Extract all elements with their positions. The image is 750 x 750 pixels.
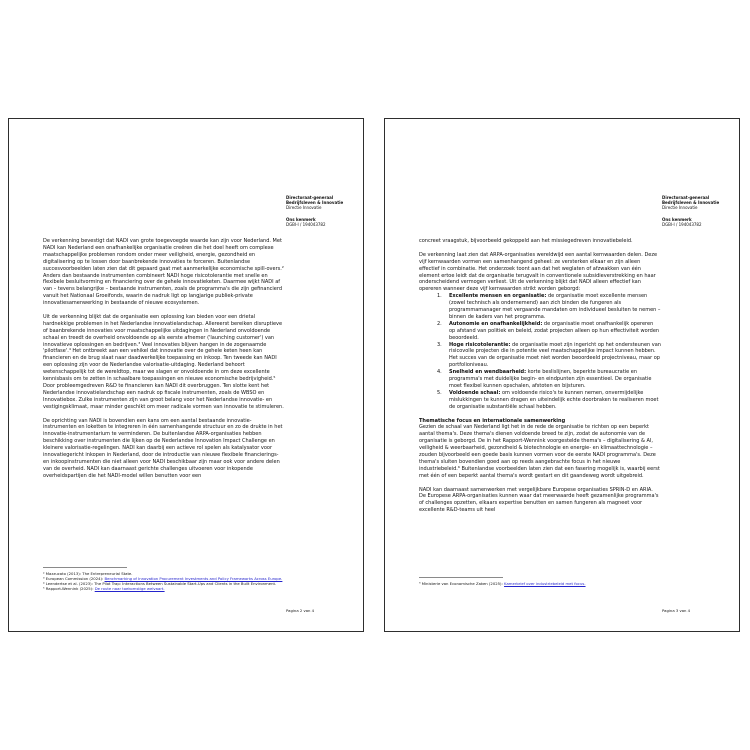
list-item xyxy=(419,321,661,342)
page-number: Pagina 2 van 4 xyxy=(286,608,315,613)
letterhead-division: Bedrijfsleven & Innovatie xyxy=(662,200,720,205)
list-item-body xyxy=(449,342,661,370)
kenmerk-value: DGBI-I / 194043782 xyxy=(286,222,326,227)
footnote xyxy=(43,587,293,592)
letterhead-directorate: Directoraat-generaal xyxy=(662,195,710,200)
list-item-number: 3. xyxy=(437,341,442,348)
paragraph: De verkenning bevestigt dat NADI van grote toegevoegde waarde kan zijn voor Nederland. Met NADI kan Nederland een onafhankelijke organisatie creëren die het doel heeft om complexe maatschappelijke problemen rondom onder meer veiligheid, energie, gezondheid en digitalisering op te lossen door baanbrekende innovaties te forceren. Buitenlandse succesvoorbeelden laten zien dat dit gepaard gaat met aanmerkelijke economische spill-overs.² Anders dan bestaande instrumenten combineert NADI hoge risicotolerantie met snelle en flexibele besluitvorming en financiering over de gehele innovatieketen. Daarmee wijkt NADI af van – tevens belangrijke – bestaande instrumenten, zoals de programma's die zijn gefinancierd vanuit het Nationaal Groeifonds, waarin de nadruk ligt op langjarige publiek-private innovatiesamenwerking in bestaande of nieuwe ecosystemen. xyxy=(43,238,284,307)
footnote-link[interactable]: Kamerbrief over industriebeleid met focus. xyxy=(504,581,586,586)
footnote-link[interactable]: De route naar toekomstige welvaart. xyxy=(94,585,165,591)
footnote-separator xyxy=(43,567,127,568)
page-number: Pagina 3 van 4 xyxy=(662,608,691,613)
list-item-number: 4. xyxy=(437,369,442,376)
kernwaarden-list xyxy=(419,293,661,410)
list-item xyxy=(419,342,661,370)
list-item-title: Autonomie en onafhankelijkheid: xyxy=(449,320,543,327)
document-page-3 xyxy=(384,118,740,632)
kenmerk-label: Ons kenmerk xyxy=(286,217,316,222)
list-item-title: Snelheid en wendbaarheid: xyxy=(449,369,527,376)
document-page-2 xyxy=(8,118,364,632)
kenmerk-label: Ons kenmerk xyxy=(662,217,692,222)
footnote-text: ⁶ Ministerie van Economische Zaken (2025): xyxy=(419,581,505,586)
footnotes xyxy=(43,567,293,592)
footnote-separator xyxy=(419,577,503,578)
list-item xyxy=(419,369,661,390)
list-item-body xyxy=(449,293,661,321)
section-heading: Thematische focus en internationale samenwerking xyxy=(419,417,566,424)
body-text xyxy=(419,238,661,514)
kenmerk-value: DGBI-I / 194043782 xyxy=(662,222,702,227)
footnote-text: ³ European Commission (2024): xyxy=(43,575,105,581)
list-item-title: Excellente mensen en organisatie: xyxy=(449,293,547,300)
list-item-body xyxy=(449,321,661,342)
list-item-text: de organisatie moet zijn ingericht op het ondersteunen van risicovolle projecten die in potentie veel maatschappelijke impact kunnen hebben. Het succes van de organisatie moet niet worden beoordeeld projectniveau, maar op portfolioniveau. xyxy=(449,341,661,369)
footnote xyxy=(419,582,669,587)
list-item-text: de organisatie moet excellente mensen (zowel technisch als ondernemend) aan zich binden die fungeren als programmamanager met vergaande mandaten om individueel besluiten te nemen – binnen de kaders van het programma. xyxy=(449,293,661,320)
letterhead xyxy=(286,195,362,227)
paragraph: Uit de verkenning blijkt dat de organisatie een oplossing kan bieden voor een drietal hardnekkige problemen in het Nederlandse innovatielandschap. Allereerst bereiken disruptieve of baanbrekende innovaties voor maatschappelijke uitdagingen in Nederland onvoldoende schaal en treedt de overheid onvoldoende op als eerste afnemer ('launching customer') van innovatieve oplossingen en bedrijven.³ Veel innovaties blijven hangen in de zogenaamde 'pilotfase'.⁴ Het ontbreekt aan een vehikel dat innovatie over de gehele keten heen kan financieren en de brug slaat naar daadwerkelijke toepassing en inkoop. Ten tweede kan NADI een oplossing zijn voor de Nederlandse valorisatie-uitdaging. Nederland behoort wetenschappelijk tot de wereldtop, maar we slagen er onvoldoende in om deze excellente kennisbasis om te zetten in schaalbare toepassingen en nieuwe economische bedrijvigheid.⁵ Door probleemgedreven R&D te financieren kan NADI dit overbruggen. Ten slotte kent het Nederlandse innovatielandschap een nadruk op fiscale instrumenten, zoals de WBSO en Innovatiebox. Zulke instrumenten zijn van groot belang voor het Nederlandse innovatie- en vestigingsklimaat, maar minder geschikt om meer radicale vormen van innovatie te stimuleren. xyxy=(43,313,284,410)
letterhead-directie: Directie Innovatie xyxy=(662,205,698,210)
footnote-text: ⁵ Rapport-Wennink (2025): xyxy=(43,585,95,591)
paragraph: De oprichting van NADI is bovendien een kans om een aantal bestaande innovatie-instrumenten en loketten te integreren in één samenhangende structuur en zo de drukte in het innovatie-instrumentarium te verminderen. De buitenlandse ARPA-organisaties hebben beschikking over instrumenten die lijken op de Nederlandse Innovation Impact Challenge en kleinere valorisatie-regelingen. NADI kan daarbij een actieve rol spelen als katalysator voor innovatiegericht inkopen in Nederland, door de introductie van nieuwe flexibele financierings- en inkoopinstrumenten die niet alleen voor NADI beschikbaar zijn maar ook voor andere delen van de overheid. NADI kan daarnaast gerichte challenges uitvoeren voor inkopende overheidspartijen die het NADI-model willen benutten voor een xyxy=(43,417,283,479)
letterhead-directorate: Directoraat-generaal xyxy=(286,195,334,200)
list-item-body xyxy=(449,390,661,411)
list-item xyxy=(419,390,661,411)
footnote-text: ² Mazzucato (2013): The Entrepreneurial State. xyxy=(43,571,133,576)
list-item-title: Hoge risicotolerantie: xyxy=(449,341,511,348)
list-item-text: korte beslislijnen, beperkte bureaucratie en programma's met duidelijke begin- en eindpunten zijn essentieel. De organisatie moet flexibel kunnen opschalen, afstoten en bijsturen. xyxy=(449,369,652,390)
body-text xyxy=(43,238,285,480)
list-item-number: 1. xyxy=(437,293,442,300)
list-item-text: om voldoende risico's te kunnen nemen, onvermijdelijke mislukkingen te kunnen dragen en uiteindelijk echte doorbraken te realiseren moet de organisatie substantiële schaal hebben. xyxy=(449,389,659,410)
footnote-link[interactable]: Benchmarking of Innovation Procurement Investments and Policy Frameworks Across Europe. xyxy=(104,575,283,581)
list-item-text: de organisatie moet onafhankelijk opereren op afstand van politiek en beleid, zodat projecten alleen op hun effectiviteit worden beoordeeld. xyxy=(449,320,660,341)
list-item-number: 2. xyxy=(437,320,442,327)
letterhead-division: Bedrijfsleven & Innovatie xyxy=(286,200,344,205)
paragraph: concreet vraagstuk, bijvoorbeeld gekoppeld aan het missiegedreven innovatiebeleid. xyxy=(419,238,633,244)
footnotes xyxy=(419,577,669,587)
paragraph: NADI kan daarnaast samenwerken met vergelijkbare Europese organisaties SPRIN-D en ARIA. De Europese ARPA-organisaties kunnen waar dat meerwaarde heeft gezamenlijke programma's of challenges opzetten, elkaars expertise benutten en samen fungeren als magneet voor excellente R&D-teams uit heel xyxy=(419,486,659,514)
letterhead-directie: Directie Innovatie xyxy=(286,205,322,210)
list-item-title: Voldoende schaal: xyxy=(449,389,501,396)
paragraph: Gezien de schaal van Nederland ligt het in de rede de organisatie te richten op een beperkt aantal thema's. Deze thema's dienen voldoende breed te zijn, zodat de autonomie van de organisatie is geborgd. De in het Rapport-Wennink voorgestelde thema's – digitalisering & AI, veiligheid & weerbaarheid, gezondheid & biotechnologie en energie- en klimaattechnologie – zouden bijvoorbeeld een goede basis kunnen vormen voor de eerste NADI programma's. Deze thema's sluiten bovendien goed aan op reeds aangebrachte focus in het nieuwe industriebeleid.⁶ Buitenlandse voorbeelden laten zien dat een fasering mogelijk is, waarbij eerst met één of een beperkt aantal thema's wordt gestart en dit gaandeweg wordt uitgebreid. xyxy=(419,424,660,479)
list-item-number: 5. xyxy=(437,389,442,396)
footnote-text: ⁴ Leendertse et al. (2023): The Pilot Trap: Interactions Between Sustainable Start-Ups and Clients in the Built Environment. xyxy=(43,580,277,586)
list-item xyxy=(419,293,661,321)
list-item-body xyxy=(449,369,661,390)
letterhead xyxy=(662,195,738,227)
paragraph: De verkenning laat zien dat ARPA-organisaties wereldwijd een aantal kernwaarden delen. Deze vijf kernwaarden vormen een samenhangend geheel: ze versterken elkaar en zijn alleen effectief in combinatie. Het onderzoek toont aan dat het weglaten of afzwakken van één element ertoe leidt dat de organisatie terugvalt in conventionele subsidieverstrekking en haar onderscheidend vermogen verliest. Uit de verkenning blijkt dat NADI alleen effectief kan opereren wanneer deze vijf kernwaarden strikt worden geborgd: xyxy=(419,251,658,293)
